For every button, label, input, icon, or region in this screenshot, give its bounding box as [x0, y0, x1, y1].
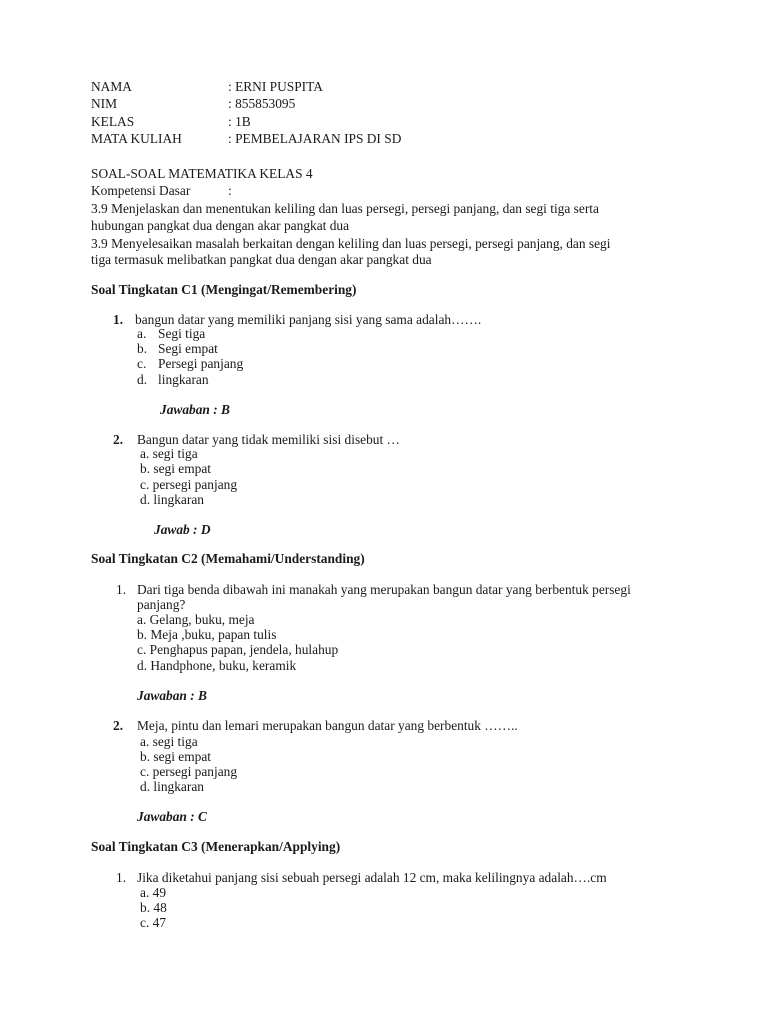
- c2-q1-option: b. Meja ,buku, papan tulis: [137, 627, 277, 642]
- c1-q2-answer: Jawab : D: [154, 522, 211, 537]
- matkul-value: : PEMBELAJARAN IPS DI SD: [228, 131, 402, 146]
- c1-q2-option: a. segi tiga: [140, 446, 198, 461]
- c1-q1-answer: Jawaban : B: [160, 402, 230, 417]
- c2-q2-option: a. segi tiga: [140, 734, 198, 749]
- c2-q1-number: 1.: [116, 582, 127, 597]
- kd1-line2: hubungan pangkat dua dengan akar pangkat dua: [91, 218, 350, 233]
- kd-colon: :: [228, 183, 232, 198]
- c2-q2-answer: Jawaban : C: [137, 809, 207, 824]
- c1-q1-option-text: Segi tiga: [158, 326, 206, 341]
- c2-q2-number: 2.: [113, 718, 124, 733]
- c3-q1-option: a. 49: [140, 885, 167, 900]
- c1-q1-option-letter: d.: [137, 372, 148, 387]
- c1-q1-number: 1.: [113, 312, 124, 327]
- kelas-value: : 1B: [228, 114, 251, 129]
- kd2-line2: tiga termasuk melibatkan pangkat dua dengan akar pangkat dua: [91, 252, 432, 267]
- c3-heading: Soal Tingkatan C3 (Menerapkan/Applying): [91, 839, 341, 854]
- c1-q1-option-letter: b.: [137, 341, 148, 356]
- c1-q1-text: bangun datar yang memiliki panjang sisi yang sama adalah…….: [135, 312, 482, 327]
- document-title: SOAL-SOAL MATEMATIKA KELAS 4: [91, 166, 313, 181]
- c2-heading: Soal Tingkatan C2 (Memahami/Understanding): [91, 551, 365, 566]
- c2-q2-text: Meja, pintu dan lemari merupakan bangun datar yang berbentuk ……..: [137, 718, 518, 733]
- c2-q1-text-line2: panjang?: [137, 597, 186, 612]
- matkul-label: MATA KULIAH: [91, 131, 182, 146]
- kd-label: Kompetensi Dasar: [91, 183, 191, 198]
- nim-label: NIM: [91, 96, 118, 111]
- c1-q1-option-letter: a.: [137, 326, 147, 341]
- c2-q2-option: b. segi empat: [140, 749, 212, 764]
- c2-q2-option: c. persegi panjang: [140, 764, 238, 779]
- nim-value: : 855853095: [228, 96, 296, 111]
- kd1-line1: 3.9 Menjelaskan dan menentukan keliling dan luas persegi, persegi panjang, dan segi tiga serta: [91, 201, 599, 216]
- c2-q2-option: d. lingkaran: [140, 779, 204, 794]
- c1-q2-option: d. lingkaran: [140, 492, 204, 507]
- c1-q2-number: 2.: [113, 432, 124, 447]
- nama-label: NAMA: [91, 79, 132, 94]
- c2-q1-text-line1: Dari tiga benda dibawah ini manakah yang merupakan bangun datar yang berbentuk persegi: [137, 582, 631, 597]
- c2-q1-option: a. Gelang, buku, meja: [137, 612, 255, 627]
- c3-q1-option: c. 47: [140, 915, 167, 930]
- c1-q1-option-letter: c.: [137, 356, 147, 371]
- c1-q1-option-text: Segi empat: [158, 341, 218, 356]
- c3-q1-number: 1.: [116, 870, 127, 885]
- c3-q1-text: Jika diketahui panjang sisi sebuah persegi adalah 12 cm, maka kelilingnya adalah….cm: [137, 870, 607, 885]
- c1-q2-option: c. persegi panjang: [140, 477, 238, 492]
- c1-heading: Soal Tingkatan C1 (Mengingat/Remembering): [91, 282, 357, 297]
- c2-q1-answer: Jawaban : B: [137, 688, 207, 703]
- c1-q1-option-text: lingkaran: [158, 372, 209, 387]
- c1-q2-text: Bangun datar yang tidak memiliki sisi disebut …: [137, 432, 400, 447]
- c3-q1-option: b. 48: [140, 900, 167, 915]
- kd2-line1: 3.9 Menyelesaikan masalah berkaitan dengan keliling dan luas persegi, persegi panjang, dan segi: [91, 236, 611, 251]
- kelas-label: KELAS: [91, 114, 135, 129]
- c1-q2-option: b. segi empat: [140, 461, 212, 476]
- c1-q1-option-text: Persegi panjang: [158, 356, 244, 371]
- c2-q1-option: d. Handphone, buku, keramik: [137, 658, 297, 673]
- c2-q1-option: c. Penghapus papan, jendela, hulahup: [137, 642, 339, 657]
- nama-value: : ERNI PUSPITA: [228, 79, 323, 94]
